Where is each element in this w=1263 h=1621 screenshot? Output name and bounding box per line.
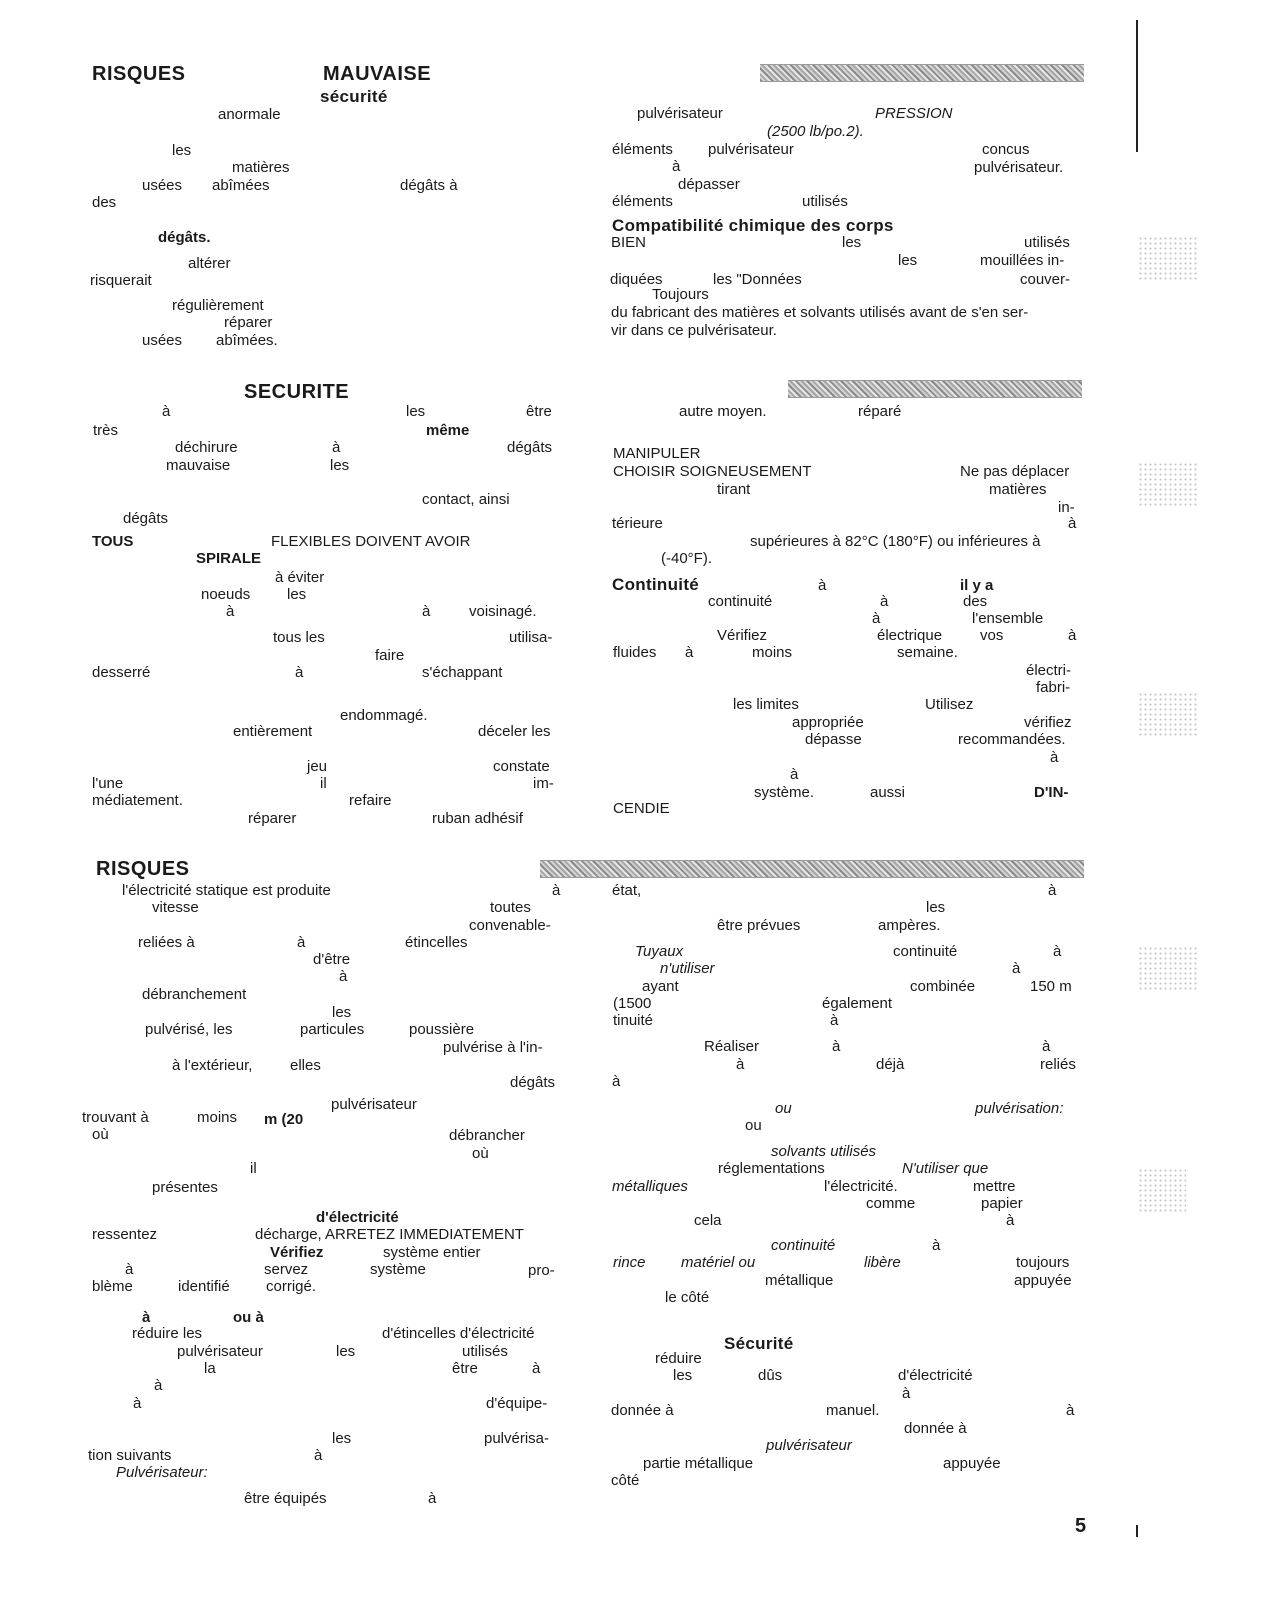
heading-continuite: Continuité: [612, 575, 700, 594]
body-word: l'électricité.: [824, 1178, 898, 1195]
body-word: du fabricant des matières et solvants utilisés avant de s'en ser-: [611, 304, 1029, 321]
body-word: dépasse: [805, 731, 862, 748]
body-word: débranchement: [142, 986, 247, 1003]
body-word: pulvérisateur.: [974, 159, 1064, 176]
body-word: à l'extérieur,: [172, 1057, 253, 1074]
body-word: Ne pas déplacer: [960, 463, 1070, 480]
body-word: SPIRALE: [196, 550, 262, 567]
body-word: Tuyaux: [635, 943, 684, 960]
body-word: des: [963, 593, 988, 610]
body-word: appropriée: [792, 714, 864, 731]
section-band-2: [788, 380, 1082, 398]
body-word: d'étincelles d'électricité: [382, 1325, 535, 1342]
body-word: usées: [142, 177, 183, 194]
body-word: dégâts.: [158, 229, 211, 246]
body-word: Utilisez: [925, 696, 974, 713]
body-word: système: [370, 1261, 426, 1278]
body-word: concus: [982, 141, 1030, 158]
body-word: à: [422, 603, 431, 620]
body-word: à: [142, 1309, 151, 1326]
body-word: d'équipe-: [486, 1395, 548, 1412]
body-word: pulvérisation:: [975, 1100, 1064, 1117]
body-word: fluides: [613, 644, 657, 661]
body-word: réduire: [655, 1350, 702, 1367]
body-word: à: [902, 1385, 911, 1402]
body-word: voisinagé.: [469, 603, 537, 620]
page-number: 5: [1075, 1515, 1087, 1537]
body-word: im-: [533, 775, 554, 792]
body-word: les limites: [733, 696, 799, 713]
body-word: réduire les: [132, 1325, 203, 1342]
body-word: à: [295, 664, 304, 681]
body-word: très: [93, 422, 119, 439]
body-word: à: [332, 439, 341, 456]
body-word: réparer: [248, 810, 297, 827]
body-word: ou à: [233, 1309, 264, 1326]
binding-rule: [1136, 20, 1138, 152]
body-word: elles: [290, 1057, 321, 1074]
body-word: à: [872, 610, 881, 627]
body-word: tous les: [273, 629, 325, 646]
body-word: les: [330, 457, 350, 474]
body-word: fabri-: [1036, 679, 1071, 696]
body-word: déchirure: [175, 439, 238, 456]
body-word: refaire: [349, 792, 392, 809]
body-word: vos: [980, 627, 1004, 644]
body-word: étincelles: [405, 934, 468, 951]
body-word: dégâts: [123, 510, 169, 527]
body-word: servez: [264, 1261, 309, 1278]
body-word: noeuds: [201, 586, 251, 603]
body-word: à: [790, 766, 799, 783]
body-word: où: [472, 1145, 489, 1162]
body-word: desserré: [92, 664, 151, 681]
body-word: partie métallique: [643, 1455, 754, 1472]
body-word: continuité: [708, 593, 773, 610]
body-word: blème: [92, 1278, 133, 1295]
body-word: contact, ainsi: [422, 491, 510, 508]
body-word: n'utiliser: [660, 960, 715, 977]
body-word: où: [92, 1126, 109, 1143]
body-word: altérer: [188, 255, 231, 272]
body-word: mouillées in-: [980, 252, 1065, 269]
body-word: toutes: [490, 899, 531, 916]
body-word: solvants utilisés: [771, 1143, 877, 1160]
body-word: le côté: [665, 1289, 710, 1306]
heading-choisir: CHOISIR SOIGNEUSEMENT: [613, 463, 812, 480]
body-word: électrique: [877, 627, 943, 644]
body-word: donnée à: [904, 1420, 967, 1437]
body-word: semaine.: [897, 644, 958, 661]
body-word: pulvérisateur: [637, 105, 723, 122]
body-word: déceler les: [478, 723, 551, 740]
body-word: il: [320, 775, 327, 792]
body-word: m (20: [264, 1111, 304, 1128]
body-word: les: [172, 142, 192, 159]
body-word: rince: [613, 1254, 646, 1271]
body-word: TOUS: [92, 533, 134, 550]
body-word: dûs: [758, 1367, 783, 1384]
body-word: moins: [752, 644, 793, 661]
body-word: continuité: [893, 943, 958, 960]
body-word: électri-: [1026, 662, 1072, 679]
body-word: à: [612, 1073, 621, 1090]
body-word: dépasser: [678, 176, 740, 193]
body-word: pro-: [528, 1262, 555, 1279]
body-word: être: [452, 1360, 478, 1377]
body-word: d'être: [313, 951, 351, 968]
body-word: (2500 lb/po.2).: [767, 123, 864, 140]
body-word: papier: [981, 1195, 1023, 1212]
body-word: pulvérisa-: [484, 1430, 550, 1447]
body-word: poussière: [409, 1021, 475, 1038]
body-word: être: [526, 403, 552, 420]
body-word: ampères.: [878, 917, 941, 934]
body-word: mettre: [973, 1178, 1016, 1195]
body-word: les: [673, 1367, 693, 1384]
body-word: à: [297, 934, 306, 951]
body-word: état,: [612, 882, 642, 899]
body-word: les: [336, 1343, 356, 1360]
body-word: à: [1068, 627, 1077, 644]
section-band-1: [760, 64, 1084, 82]
body-word: à: [1050, 749, 1059, 766]
heading-securite: SECURITE: [244, 381, 350, 403]
body-word: métallique: [765, 1272, 834, 1289]
body-word: manuel.: [826, 1402, 880, 1419]
body-word: diquées: [610, 271, 663, 288]
body-word: trouvant à: [82, 1109, 149, 1126]
body-word: les: [842, 234, 862, 251]
body-word: à: [685, 644, 694, 661]
body-word: déjà: [876, 1056, 905, 1073]
body-word: appuyée: [1014, 1272, 1072, 1289]
body-word: à: [162, 403, 171, 420]
heading-securite-sub: sécurité: [320, 87, 388, 106]
body-word: dégâts à: [400, 177, 458, 194]
body-word: jeu: [307, 758, 328, 775]
body-word: comme: [866, 1195, 916, 1212]
scan-speck: [1138, 946, 1198, 992]
body-word: Pulvérisateur:: [116, 1464, 208, 1481]
body-word: l'électricité statique est produite: [122, 882, 331, 899]
body-word: à éviter: [275, 569, 325, 586]
body-word: également: [822, 995, 893, 1012]
body-word: l'ensemble: [972, 610, 1044, 627]
body-word: Toujours: [652, 286, 709, 303]
body-word: les: [926, 899, 946, 916]
body-word: vir dans ce pulvérisateur.: [611, 322, 777, 339]
body-word: à: [428, 1490, 437, 1507]
body-word: à: [133, 1395, 142, 1412]
body-word: éléments: [612, 141, 673, 158]
body-word: ruban adhésif: [432, 810, 523, 827]
body-word: appuyée: [943, 1455, 1001, 1472]
heading-mauvaise: MAUVAISE: [323, 63, 432, 85]
body-word: d'électricité: [316, 1209, 399, 1226]
body-word: reliées à: [138, 934, 195, 951]
body-word: à: [1068, 515, 1077, 532]
body-word: aussi: [870, 784, 906, 801]
body-word: à: [314, 1447, 323, 1464]
body-word: à: [672, 158, 681, 175]
body-word: (1500: [613, 995, 652, 1012]
body-word: vitesse: [152, 899, 199, 916]
body-word: à: [532, 1360, 541, 1377]
body-word: abîmées.: [216, 332, 278, 349]
body-word: système.: [754, 784, 815, 801]
body-word: à: [1012, 960, 1021, 977]
body-word: utilisés: [1024, 234, 1070, 251]
body-word: à: [552, 882, 561, 899]
body-word: à: [154, 1377, 163, 1394]
body-word: il y a: [960, 577, 994, 594]
body-word: ayant: [642, 978, 679, 995]
body-word: corrigé.: [266, 1278, 317, 1295]
body-word: à: [1053, 943, 1062, 960]
body-word: être équipés: [244, 1490, 327, 1507]
body-word: D'IN-: [1034, 784, 1069, 801]
body-word: moins: [197, 1109, 238, 1126]
section-band-3: [540, 860, 1084, 878]
body-word: pulvérisateur: [177, 1343, 263, 1360]
body-word: à: [339, 968, 348, 985]
body-word: les "Données: [713, 271, 802, 288]
body-word: utilisés: [462, 1343, 508, 1360]
body-word: à: [1048, 882, 1057, 899]
body-word: pulvérisé, les: [145, 1021, 233, 1038]
body-word: matériel ou: [681, 1254, 756, 1271]
body-word: réparé: [858, 403, 902, 420]
body-word: tion suivants: [88, 1447, 172, 1464]
body-word: utilisa-: [509, 629, 553, 646]
body-word: à: [1006, 1212, 1015, 1229]
body-word: à: [818, 577, 827, 594]
body-word: pulvérise à l'in-: [443, 1039, 543, 1056]
body-word: Réaliser: [704, 1038, 760, 1055]
body-word: ressentez: [92, 1226, 158, 1243]
body-word: 150 m: [1030, 978, 1072, 995]
body-word: couver-: [1020, 271, 1071, 288]
body-word: décharge, ARRETEZ IMMEDIATEMENT: [255, 1226, 524, 1243]
body-word: convenable-: [469, 917, 551, 934]
scan-speck: [1138, 462, 1198, 508]
body-word: pulvérisateur: [331, 1096, 417, 1113]
body-word: dégâts: [510, 1074, 556, 1091]
body-word: à: [226, 603, 235, 620]
heading-securite-small: Sécurité: [724, 1334, 794, 1353]
body-word: risquerait: [90, 272, 152, 289]
body-word: s'échappant: [422, 664, 503, 681]
body-word: matières: [232, 159, 290, 176]
body-word: constate: [493, 758, 550, 775]
body-word: à: [830, 1012, 839, 1029]
body-word: ou: [745, 1117, 762, 1134]
body-word: vérifiez: [1024, 714, 1072, 731]
body-word: BIEN: [611, 234, 647, 251]
body-word: métalliques: [612, 1178, 688, 1195]
body-word: les: [898, 252, 918, 269]
body-word: éléments: [612, 193, 673, 210]
body-word: à: [1042, 1038, 1051, 1055]
body-word: usées: [142, 332, 183, 349]
body-word: entièrement: [233, 723, 313, 740]
body-word: tinuité: [613, 1012, 654, 1029]
body-word: les: [287, 586, 307, 603]
body-word: N'utiliser que: [902, 1160, 989, 1177]
body-word: des: [92, 194, 117, 211]
body-word: Vérifiez: [270, 1244, 324, 1261]
body-word: autre moyen.: [679, 403, 767, 420]
body-word: la: [204, 1360, 216, 1377]
body-word: pulvérisateur: [766, 1437, 852, 1454]
body-word: matières: [989, 481, 1047, 498]
body-word: les: [332, 1430, 352, 1447]
body-word: présentes: [152, 1179, 218, 1196]
body-word: combinée: [910, 978, 976, 995]
body-word: même: [426, 422, 470, 439]
body-word: mauvaise: [166, 457, 231, 474]
heading-risques-mauvaise: RISQUES: [92, 63, 186, 85]
body-word: à: [125, 1261, 134, 1278]
body-word: libère: [864, 1254, 901, 1271]
body-word: d'électricité: [898, 1367, 973, 1384]
body-word: cela: [694, 1212, 722, 1229]
body-word: à: [832, 1038, 841, 1055]
body-word: particules: [300, 1021, 365, 1038]
body-word: ou: [775, 1100, 792, 1117]
body-word: réglementations: [718, 1160, 825, 1177]
body-word: côté: [611, 1472, 640, 1489]
body-word: à: [1066, 1402, 1075, 1419]
body-word: supérieures à 82°C (180°F) ou inférieures à: [750, 533, 1041, 550]
margin-tick: [1136, 1525, 1138, 1537]
body-word: pulvérisateur: [708, 141, 794, 158]
body-word: térieure: [612, 515, 663, 532]
body-word: continuité: [771, 1237, 836, 1254]
body-word: être prévues: [717, 917, 801, 934]
body-word: identifié: [178, 1278, 230, 1295]
body-word: à: [932, 1237, 941, 1254]
body-word: anormale: [218, 106, 281, 123]
body-word: abîmées: [212, 177, 270, 194]
body-word: à: [736, 1056, 745, 1073]
body-word: PRESSION: [875, 105, 953, 122]
scan-speck: [1138, 692, 1198, 738]
heading-compatibilite: Compatibilité chimique des corps: [612, 216, 894, 235]
body-word: reliés: [1040, 1056, 1076, 1073]
body-word: Vérifiez: [717, 627, 768, 644]
body-word: réparer: [224, 314, 273, 331]
body-word: in-: [1058, 499, 1075, 516]
body-word: l'une: [92, 775, 124, 792]
body-word: (-40°F).: [661, 550, 712, 567]
body-word: les: [332, 1004, 352, 1021]
body-word: donnée à: [611, 1402, 674, 1419]
heading-manipuler: MANIPULER: [613, 445, 701, 462]
body-word: tirant: [717, 481, 751, 498]
heading-cendie: CENDIE: [613, 800, 670, 817]
body-word: FLEXIBLES DOIVENT AVOIR: [271, 533, 471, 550]
heading-risques-static: RISQUES: [96, 858, 190, 880]
body-word: régulièrement: [172, 297, 264, 314]
body-word: utilisés: [802, 193, 848, 210]
scan-speck: [1138, 236, 1198, 282]
body-word: il: [250, 1160, 257, 1177]
body-word: médiatement.: [92, 792, 183, 809]
body-word: toujours: [1016, 1254, 1070, 1271]
body-word: faire: [375, 647, 405, 664]
scan-speck: [1138, 1168, 1186, 1214]
body-word: à: [880, 593, 889, 610]
body-word: les: [406, 403, 426, 420]
body-word: recommandées.: [958, 731, 1066, 748]
body-word: débrancher: [449, 1127, 525, 1144]
body-word: dégâts: [507, 439, 553, 456]
body-word: endommagé.: [340, 707, 428, 724]
body-word: système entier: [383, 1244, 481, 1261]
